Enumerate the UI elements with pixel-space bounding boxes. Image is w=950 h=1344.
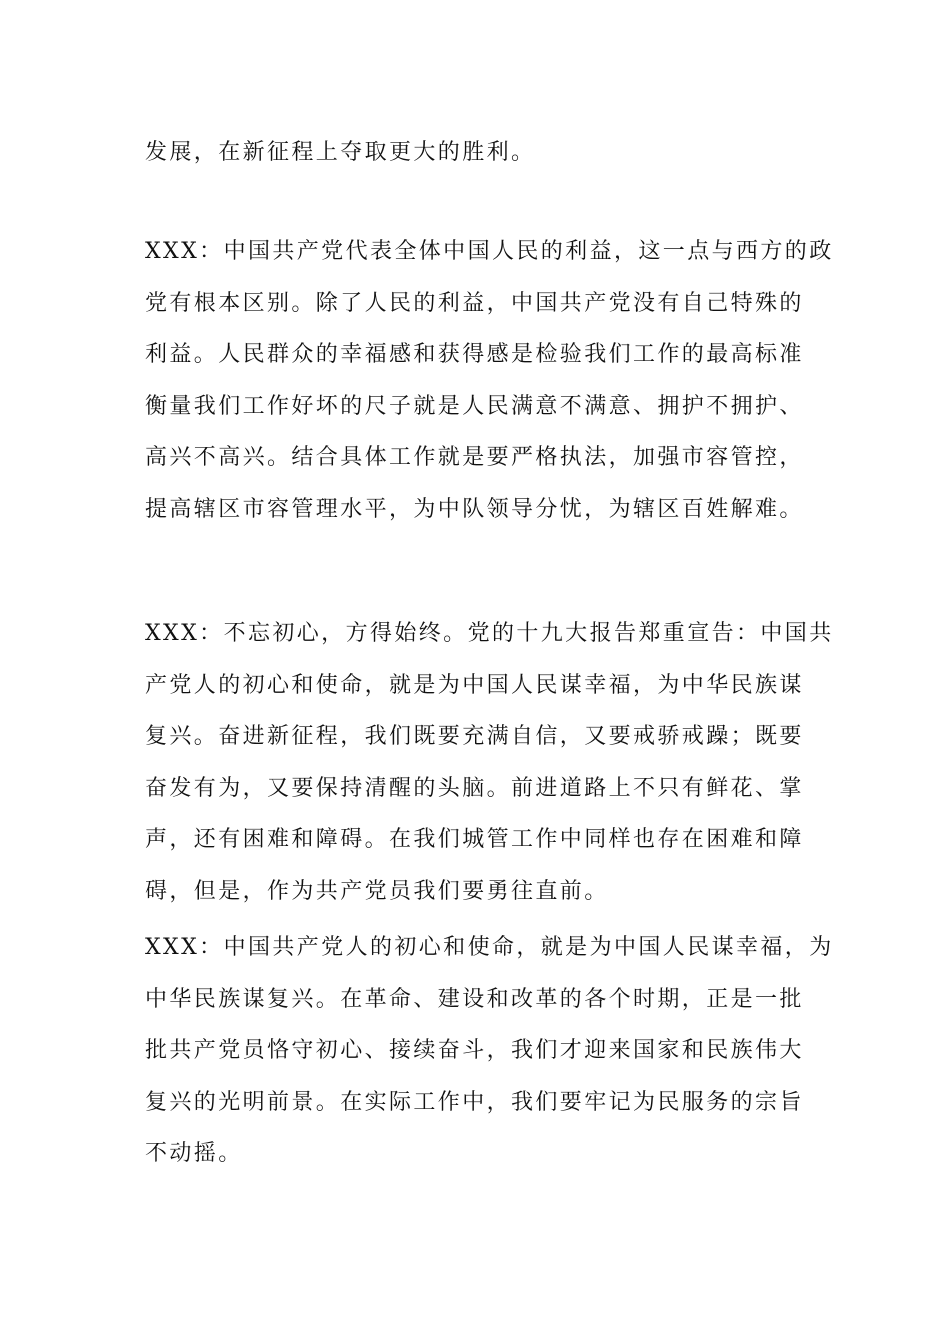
paragraph-speaker-1 bbox=[145, 226, 834, 535]
text-line: 不动摇。 bbox=[145, 1141, 243, 1166]
text-line: 利益。人民群众的幸福感和获得感是检验我们工作的最高标准 bbox=[145, 342, 804, 367]
text-line: 复兴。奋进新征程，我们既要充满自信，又要戒骄戒躁；既要 bbox=[145, 724, 804, 749]
text-line: 中华民族谋复兴。在革命、建设和改革的各个时期，正是一批 bbox=[145, 986, 804, 1012]
text-line: 复兴的光明前景。在实际工作中，我们要牢记为民服务的宗旨 bbox=[145, 1089, 804, 1115]
text-line: 发展，在新征程上夺取更大的胜利。 bbox=[145, 140, 536, 165]
text-line: 产党人的初心和使命，就是为中国人民谋幸福，为中华民族谋 bbox=[145, 672, 804, 698]
text-line: 碍，但是，作为共产党员我们要勇往直前。 bbox=[145, 878, 609, 904]
text-line: 批共产党员恪守初心、接续奋斗，我们才迎来国家和民族伟大 bbox=[145, 1038, 804, 1063]
text-line: 党有根本区别。除了人民的利益，中国共产党没有自己特殊的 bbox=[145, 290, 804, 316]
paragraph-speaker-2 bbox=[145, 608, 834, 917]
text-line: XXX：中国共产党代表全体中国人民的利益，这一点与西方的政 bbox=[145, 239, 834, 264]
text-line: 奋发有为，又要保持清醒的头脑。前进道路上不只有鲜花、掌 bbox=[145, 775, 804, 801]
text-line: 声，还有困难和障碍。在我们城管工作中同样也存在困难和障 bbox=[145, 827, 804, 852]
text-line: 高兴不高兴。结合具体工作就是要严格执法，加强市容管控， bbox=[145, 445, 804, 470]
text-line: XXX：中国共产党人的初心和使命，就是为中国人民谋幸福，为 bbox=[145, 935, 834, 960]
text-line: 衡量我们工作好坏的尺子就是人民满意不满意、拥护不拥护、 bbox=[145, 393, 804, 419]
text-line: XXX：不忘初心，方得始终。党的十九大报告郑重宣告：中国共 bbox=[145, 621, 834, 646]
text-line: 提高辖区市容管理水平，为中队领导分忧，为辖区百姓解难。 bbox=[145, 496, 804, 522]
paragraph-speaker-3 bbox=[145, 922, 834, 1180]
paragraph-continuation bbox=[145, 127, 810, 179]
